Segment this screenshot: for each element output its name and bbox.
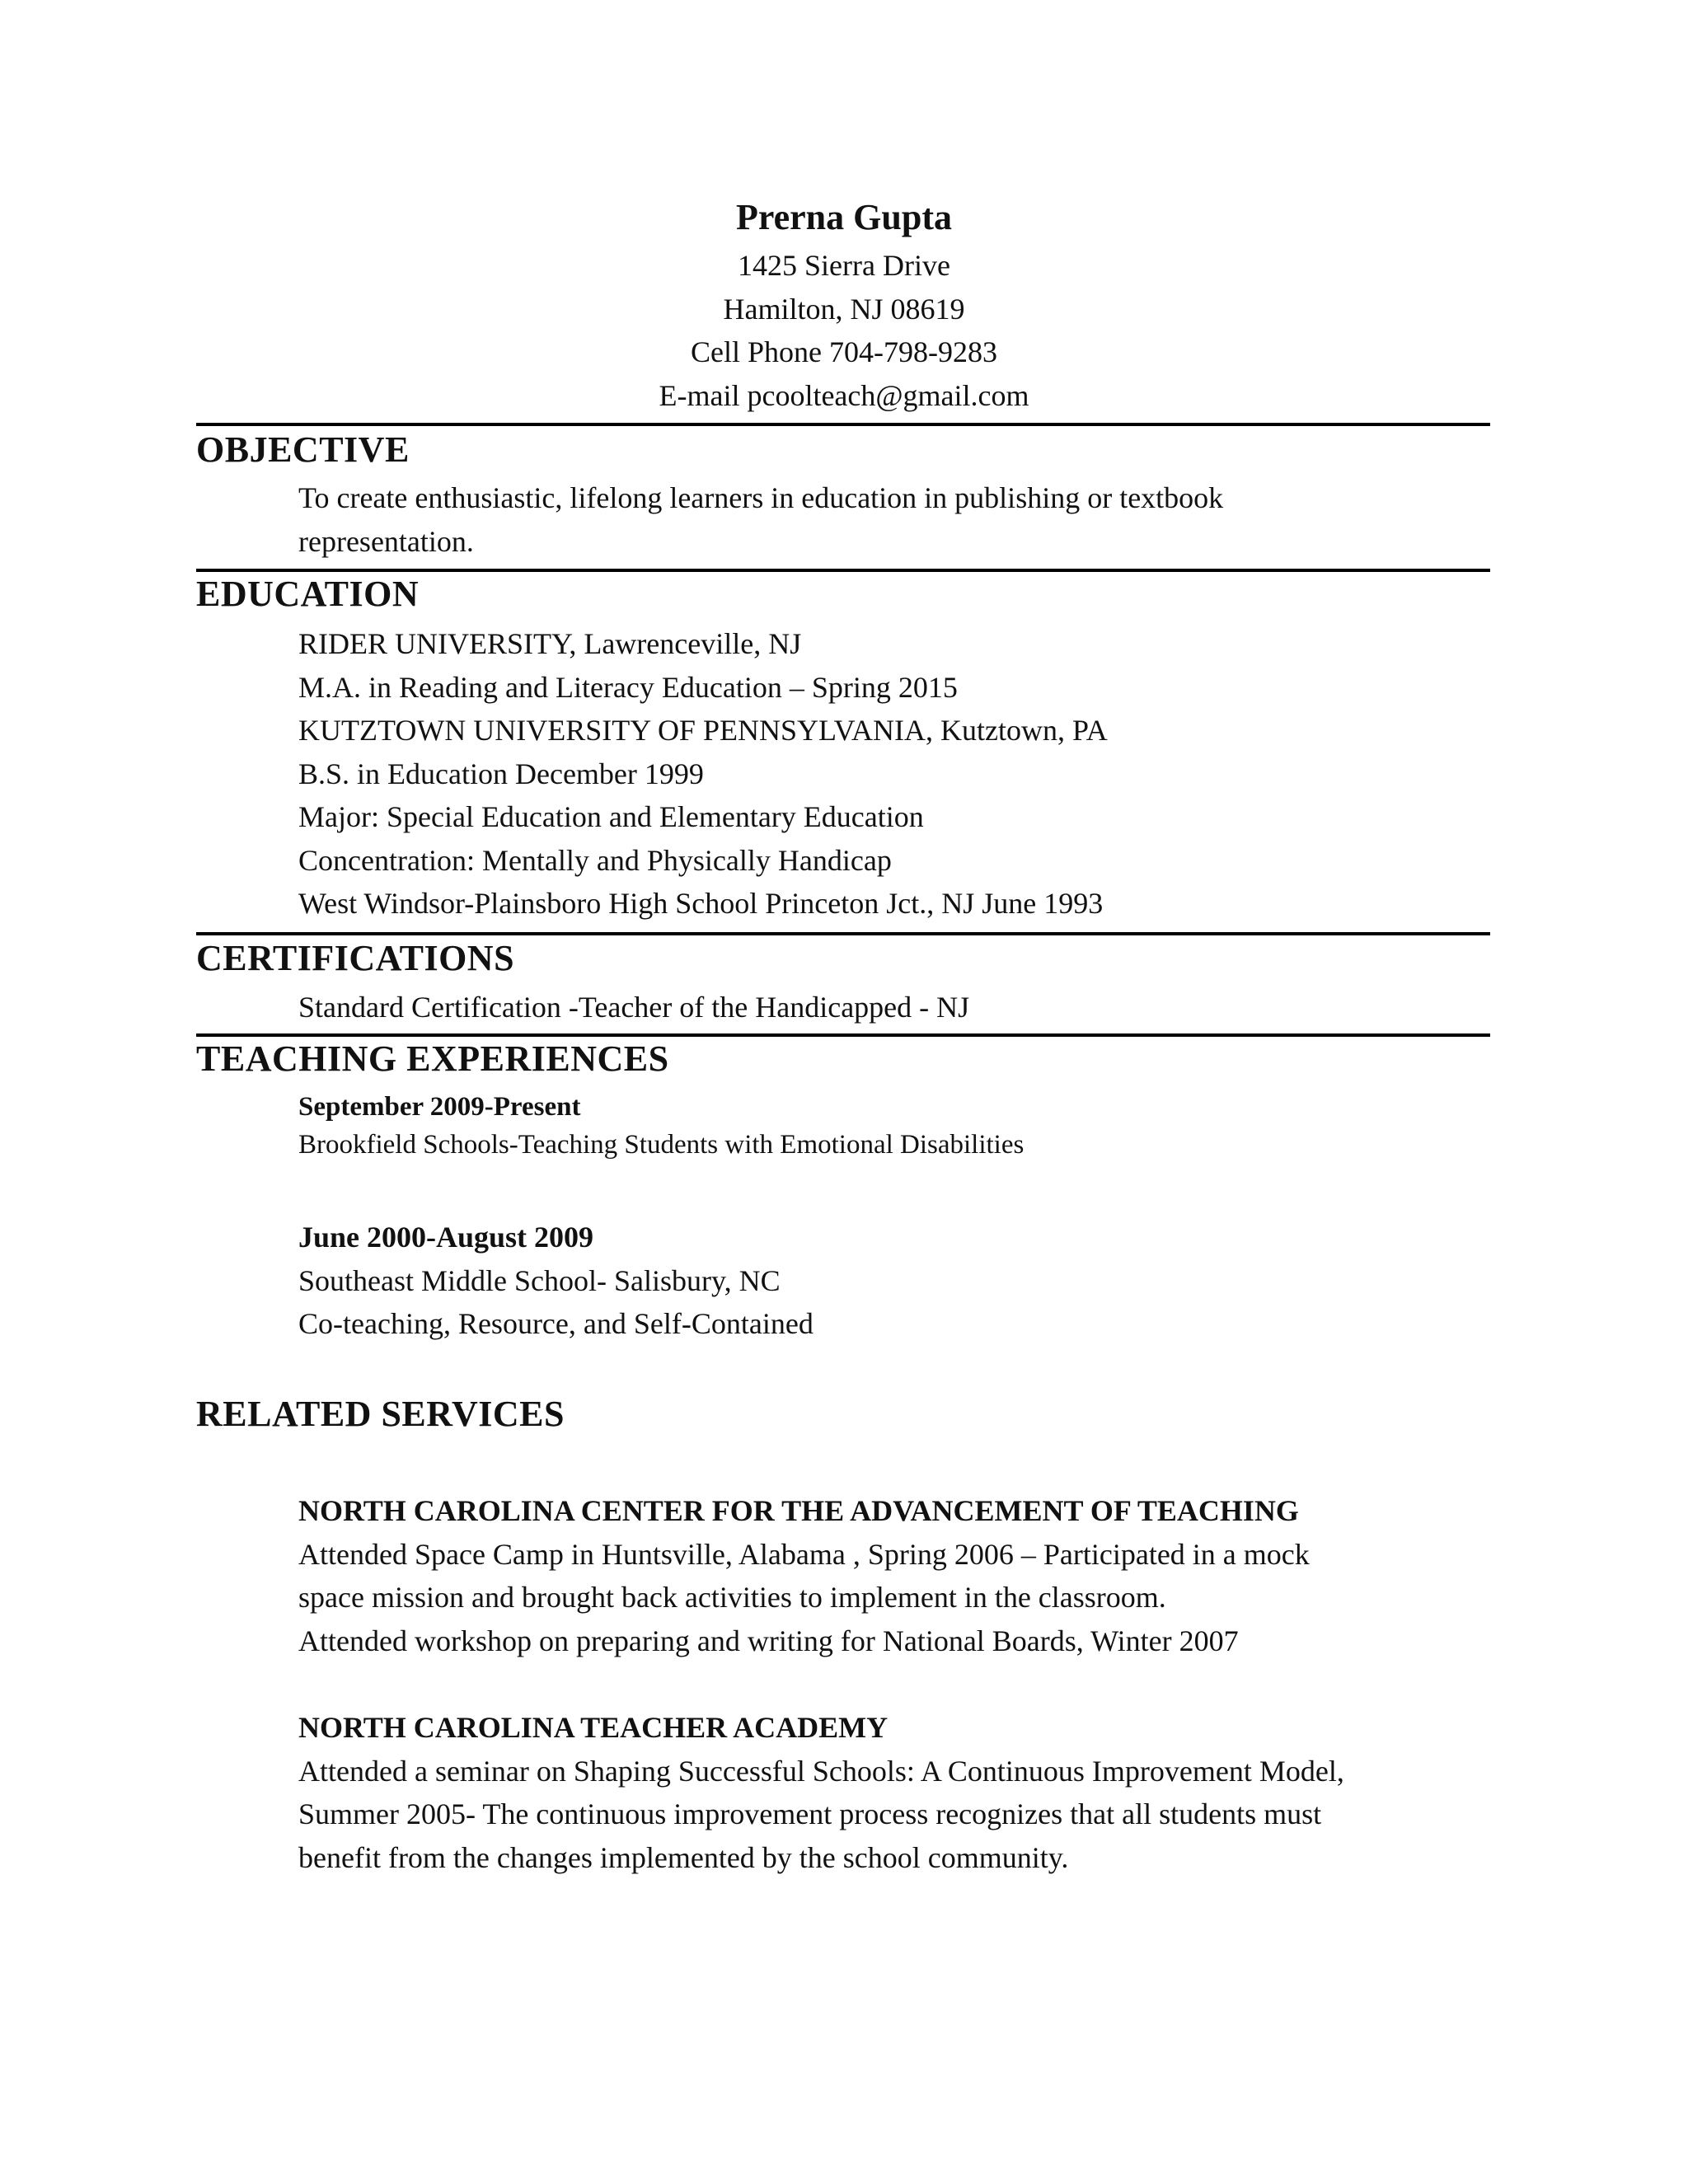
teaching-entry-line: Co-teaching, Resource, and Self-Contained — [298, 1307, 814, 1340]
education-line: West Windsor-Plainsboro High School Princeton Jct., NJ June 1993 — [298, 887, 1104, 920]
address-line-1: 1425 Sierra Drive — [738, 249, 950, 282]
related-org-name: NORTH CAROLINA CENTER FOR THE ADVANCEMENT OF TEACHING — [298, 1494, 1299, 1527]
education-line: B.S. in Education December 1999 — [298, 757, 704, 790]
related-org-name: NORTH CAROLINA TEACHER ACADEMY — [298, 1711, 889, 1744]
resume-header — [0, 191, 1688, 417]
phone-number: Cell Phone 704-798-9283 — [691, 335, 997, 368]
teaching-entry-date: June 2000-August 2009 — [298, 1221, 594, 1254]
related-org-line: Attended Space Camp in Huntsville, Alabama , Spring 2006 – Participated in a mock — [298, 1537, 1310, 1571]
education-line: KUTZTOWN UNIVERSITY OF PENNSYLVANIA, Kutztown, PA — [298, 714, 1108, 747]
teaching-body-2 — [298, 1216, 1485, 1346]
certification-line: Standard Certification -Teacher of the Handicapped - NJ — [298, 991, 970, 1024]
teaching-entry-description: Brookfield Schools-Teaching Students with Emotional Disabilities — [298, 1130, 1025, 1160]
address-line-2: Hamilton, NJ 08619 — [723, 292, 965, 326]
education-line: RIDER UNIVERSITY, Lawrenceville, NJ — [298, 627, 802, 660]
certifications-title: CERTIFICATIONS — [196, 938, 515, 978]
objective-text: To create enthusiastic, lifelong learners in education in publishing or textbook representation. — [298, 481, 1224, 558]
teaching-entry-line: Southeast Middle School- Salisbury, NC — [298, 1263, 781, 1297]
teaching-section-heading — [196, 1036, 1490, 1082]
objective-body — [298, 476, 1337, 563]
related-org-line: Attended workshop on preparing and writing for National Boards, Winter 2007 — [298, 1624, 1239, 1657]
education-line: Concentration: Mentally and Physically Handicap — [298, 843, 892, 877]
related-org-line: benefit from the changes implemented by the school community. — [298, 1840, 1069, 1874]
email-address: E-mail pcoolteach@gmail.com — [659, 378, 1029, 412]
candidate-name: Prerna Gupta — [736, 197, 952, 237]
certifications-section-heading — [196, 935, 1490, 982]
education-line: Major: Special Education and Elementary Education — [298, 800, 924, 833]
related-org-line: Attended a seminar on Shaping Successful Schools: A Continuous Improvement Model, — [298, 1754, 1344, 1788]
teaching-body — [298, 1088, 1485, 1164]
related-org-2 — [298, 1706, 1485, 1879]
education-title: EDUCATION — [196, 574, 420, 614]
teaching-entry-date: September 2009-Present — [298, 1092, 581, 1122]
related-section-heading — [196, 1391, 1490, 1437]
section-divider — [196, 423, 1490, 426]
education-section-heading — [196, 571, 1490, 617]
education-line: M.A. in Reading and Literacy Education – Spring 2015 — [298, 670, 958, 704]
objective-section-heading — [196, 427, 1490, 473]
education-body — [298, 622, 1485, 926]
related-org-line: space mission and brought back activities to implement in the classroom. — [298, 1581, 1166, 1614]
related-org-1 — [298, 1489, 1485, 1662]
objective-title: OBJECTIVE — [196, 429, 410, 470]
teaching-title: TEACHING EXPERIENCES — [196, 1038, 669, 1079]
certifications-body — [298, 986, 1485, 1029]
related-title: RELATED SERVICES — [196, 1394, 565, 1434]
related-org-line: Summer 2005- The continuous improvement process recognizes that all students must — [298, 1797, 1322, 1830]
